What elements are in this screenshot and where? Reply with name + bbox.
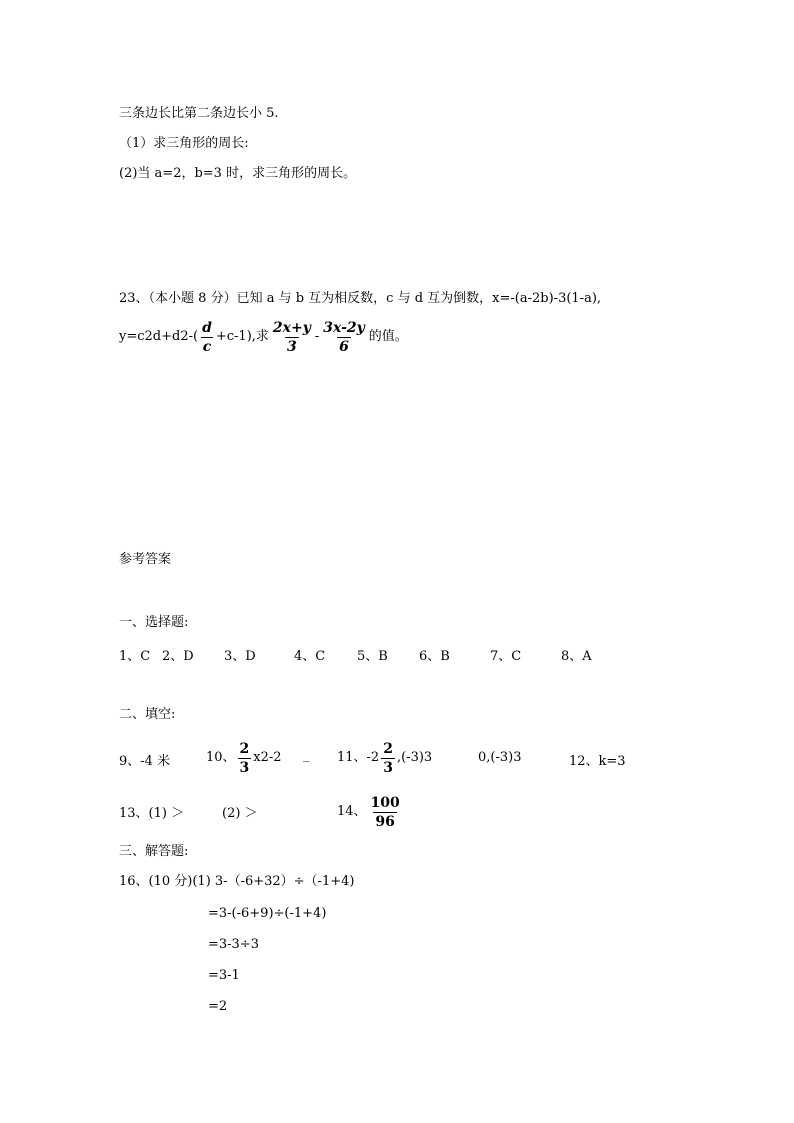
problem23-line2-suffix: 的值。 [368,329,408,344]
answer-item: 1、C [119,649,151,664]
blank-dash: _ [303,748,310,763]
fraction-denominator: 96 [375,813,395,830]
answers-title: 参考答案 [119,552,172,567]
fraction-numerator: 2 [383,740,393,757]
fraction-2x-plus-y-over-3 [271,319,313,356]
answer-item: 3、D [224,649,256,664]
problem23-line2 [119,317,408,358]
section2-heading: 二、填空: [119,707,176,722]
answer-item: 5、B [357,649,388,664]
fraction-3x-minus-2y-over-6 [321,319,367,356]
solution-step: =3-(-6+9)÷(-1+4) [208,906,327,921]
fraction-100-over-96 [369,794,402,831]
answer-12: 12、k=3 [569,754,626,769]
fraction-denominator: c [202,338,212,355]
answer-item: 7、C [490,649,522,664]
solution-step: =3-1 [208,968,240,983]
solution-step: =3-3÷3 [208,937,259,952]
fraction-2-over-3 [381,740,395,777]
problem16-line1: 16、(10 分)(1) 3-（-6+32）÷（-1+4) [119,874,355,889]
answer-13-part1: 13、(1) ＞ [119,806,185,821]
answer-10-suffix: x2-2 [253,750,282,765]
answer-10-prefix: 10、 [206,750,236,765]
solution-step: =2 [208,999,228,1014]
problem22-line1: 三条边长比第二条边长小 5. [119,106,279,121]
fraction-numerator: 3x-2y [323,319,365,336]
answer-9: 9、-4 米 [119,754,171,769]
answer-item: 6、B [419,649,450,664]
fraction-denominator: 3 [287,338,297,355]
answer-14-prefix: 14、 [337,804,367,819]
fraction-numerator: 2x+y [272,319,311,336]
minus-sign: - [314,329,320,344]
problem23-line1: 23、（本小题 8 分）已知 a 与 b 互为相反数，c 与 d 互为倒数，x=-(a-2b)-3(1-a), [119,291,602,306]
fraction-numerator: 2 [239,740,250,757]
answer-11 [337,738,432,779]
answer-10 [206,738,282,779]
answer-item: 2、D [162,649,194,664]
answer-11-suffix: ,(-3)3 [396,750,433,765]
section1-heading: 一、选择题: [119,615,189,630]
fraction-numerator: 100 [370,794,400,811]
fraction-denominator: 3 [239,759,250,776]
problem23-line2-prefix: y=c2d+d2-( [119,329,199,344]
answer-11-prefix: 11、-2 [337,750,380,765]
fraction-numerator: d [202,319,212,336]
fraction-2-over-3 [238,740,252,777]
problem23-line2-mid: +c-1),求 [215,329,269,344]
fraction-denominator: 6 [339,338,349,355]
answer-item: 4、C [294,649,326,664]
answer-14 [337,792,404,833]
answer-13-part2: (2) ＞ [222,806,258,821]
problem22-question1: （1）求三角形的周长: [119,136,249,151]
fraction-d-over-c [200,319,214,356]
answer-item: 8、A [561,649,592,664]
problem22-question2: (2)当 a=2，b=3 时，求三角形的周长。 [119,166,357,181]
fraction-denominator: 3 [383,759,393,776]
answer-11-extra: 0,(-3)3 [478,750,522,765]
section3-heading: 三、解答题: [119,844,189,859]
